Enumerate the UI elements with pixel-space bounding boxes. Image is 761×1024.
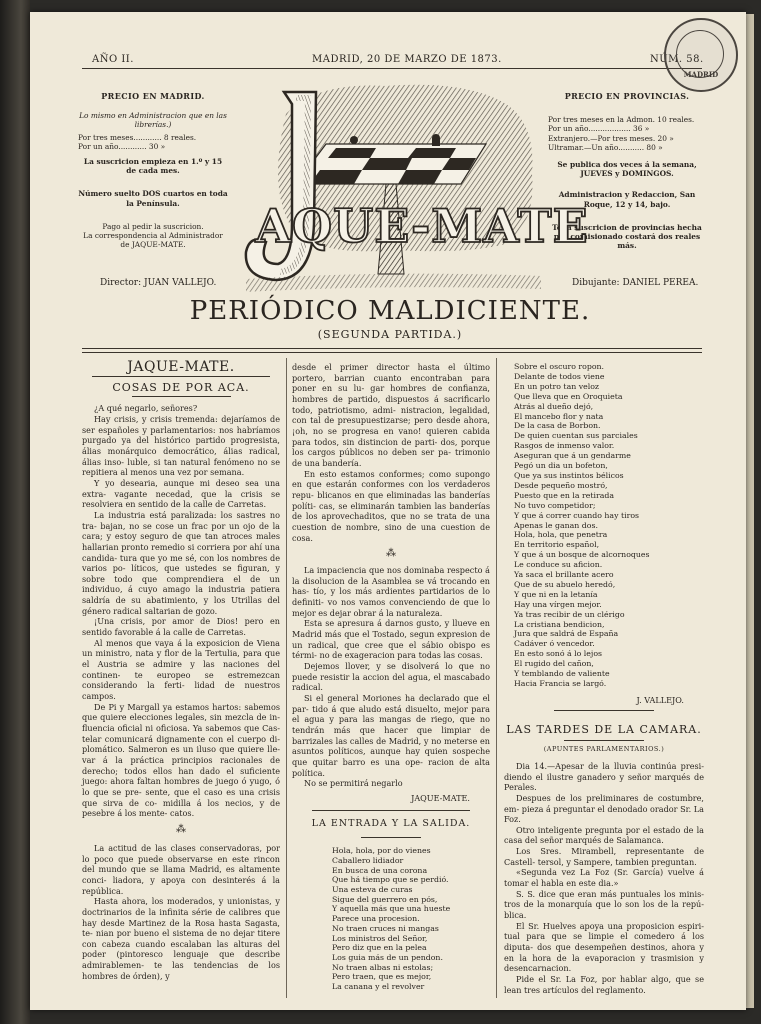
header-rule	[82, 68, 702, 69]
article-title: LAS TARDES DE LA CAMARA.	[506, 722, 702, 736]
poem-line: No traen cruces ni mangas	[332, 923, 439, 933]
poem-line: La cristiana bendicion,	[514, 619, 605, 629]
article-paragraph: Otro inteligente pregunta por el estado de la casa del señor marqués de Salamanca.	[504, 824, 704, 846]
poem-line: Le conduce su aficion.	[514, 560, 603, 570]
poem-line: Caballero lidiador	[332, 855, 404, 865]
article-paragraph: ¿A qué negarlo, señores?	[94, 403, 198, 414]
provinces-price-row: Extranjero.—Por tres meses. 20 »	[548, 133, 674, 143]
poem-line: Ya tras recibir de un clérigo	[514, 609, 625, 619]
madrid-price-heading: PRECIO EN MADRID.	[101, 91, 205, 101]
poem-line: En territorio español,	[514, 540, 600, 550]
poem-line: Delante de todos viene	[514, 371, 605, 381]
article-paragraph: «Segunda vez La Foz (Sr. García) vuelve á tomar el habla en este dia.»	[504, 867, 704, 889]
poem-line: El mancebo flor y nata	[514, 411, 604, 421]
article-paragraph: ¡Una crisis, por amor de Dios! pero en sentido favorable á la calle de Carretas.	[82, 616, 280, 638]
admin-address: Administracion y Redaccion, San Roque, 12 y 14, bajo.	[558, 190, 696, 209]
article-note: (APUNTES PARLAMENTARIOS.)	[543, 745, 665, 754]
provinces-notice: Toda suscricion de provincias hecha por comisionado costará dos reales más.	[552, 222, 702, 251]
poem-line: Una esteva de curas	[332, 885, 413, 895]
article-paragraph: La industria está paralizada: los sastres no tra- bajan, no se cose un frac por un ojo de la cara; y estoy seguro de que tan atroces males hallarian pronto remedio si corriera por ahí una candida- tura que yo me sé, con los nombres de varios po- líticos, que ustedes se figuran, y sobre todo que comprendiera el de un individuo, á cuyo amago la industria patiera saldría de su abatimiento, y los Utrillas del género radical saltarian de gozo.	[82, 509, 280, 616]
poem-line: Atrás al dueño dejó,	[514, 401, 594, 411]
column-divider	[286, 358, 287, 998]
divider	[554, 710, 654, 711]
poem-line: Y que ni en la letanía	[514, 589, 598, 599]
poem-line: En un potro tan veloz	[514, 381, 600, 391]
article-signature: JAQUE-MATE.	[411, 792, 470, 803]
poem-line: Rasgos de inmenso valor.	[514, 441, 615, 451]
masthead-illustration	[236, 74, 589, 296]
article-paragraph: Pide el Sr. La Foz, por hablar algo, que se lean tres artículos del reglamento.	[504, 974, 704, 995]
poem-line: No traen albas ni estolas;	[332, 962, 434, 972]
article-paragraph: De Pi y Margall ya estamos hartos: sabemos que quiere elecciones legales, sin mezcla de in- fluencia oficial ni oficiosa. Ya sabemos que Cas- telar comunicará dignamente con el cuerpo di- plomático. Salmeron es un iluso que quiere lle- var á la práctica principios racionales de derecho; todos ellos han dado el suficiente juego: ahora faltan hombres de juego ó yugo, ó lo que se pre- sente, que el caso es una crisis que sirva de co- midilla á los necios, y de pesebre á los mente- catos.	[82, 701, 280, 819]
chessboard	[296, 144, 486, 184]
article-paragraph: No se permitirá negarlo	[304, 778, 403, 789]
madrid-price-note: Lo mismo en Administracion que en las librerías.)	[79, 111, 227, 130]
section-dinkus: ⁂	[176, 823, 186, 835]
poem-line: Pero traen, que es mejor,	[332, 972, 432, 982]
poem-line: Los guia más de un pendon.	[332, 952, 443, 962]
single-issue-price: Número suelto DOS cuartos en toda la Península.	[78, 189, 228, 208]
correspondence-note: La correspondencia al Administrador de JAQUE-MATE.	[83, 231, 223, 250]
madrid-price-row: Por tres meses............ 8 reales.	[78, 132, 197, 142]
article-paragraph: Dia 14.—Apesar de la lluvia continúa presi- diendo el ilustre ganadero y señor marqués de Perales.	[504, 760, 704, 793]
issue-year: AÑO II.	[92, 54, 134, 65]
provinces-price-row: Ultramar.—Un año........... 80 »	[548, 142, 663, 152]
publication-frequency: Se publica dos veces á la semana, JUEVES y DOMINGOS.	[557, 160, 697, 179]
subtitle-note: (SEGUNDA PARTIDA.)	[317, 328, 463, 341]
poem-line: Y que á un bosque de alcornoques	[514, 550, 650, 560]
article-paragraph: Hasta ahora, los moderados, y unionistas, y doctrinarios de la infinita série de calibres que hay desde Martinez de la Rosa hasta Sagasta, te- nian por bueno el sistema de no dejar titere con cabeza cuando escalaban las alturas del poder (pintoresco lenguaje que describe admirablemen- te las tendencias de los hombres de órden), y	[82, 896, 280, 981]
poem-line: Que há tiempo que se perdió.	[332, 875, 449, 885]
poem-line: De quien cuentan sus parciales	[514, 431, 638, 441]
poem-line: Y temblando de valiente	[514, 669, 610, 679]
poem-line: Apenas le ganan dos.	[514, 520, 598, 530]
poem-line: Parece una procesion.	[332, 914, 420, 924]
page-edge	[746, 14, 754, 1008]
poem-line: Los ministros del Señor,	[332, 933, 428, 943]
poem-verses	[292, 846, 490, 992]
poem-line: Que ya sus instintos bélicos	[514, 470, 624, 480]
article-paragraph: Hay crisis, y crisis tremenda: dejaríamos de ser españoles y parlamentarios: nos habríamos purgado ya del histórico partido progresista, álias monárquico democrático, álias radical, álias inso- luble, si tan natural fenómeno no se repitiera al menos una vez por semana.	[82, 413, 280, 478]
poem-line: Pero diz que en la pelea	[332, 943, 427, 953]
poem-line: La canana y el revolver	[332, 982, 425, 992]
provinces-price-heading: PRECIO EN PROVINCIAS.	[564, 91, 690, 101]
poem-line: Jura que saldrá de España	[514, 629, 619, 639]
poem-line: En busca de una corona	[332, 865, 428, 875]
section-title: JAQUE-MATE.	[127, 359, 235, 375]
poem-line: De la casa de Borbon.	[514, 421, 601, 431]
library-stamp: MADRID	[664, 18, 738, 92]
article-paragraph: Esta se apresura á darnos gusto, y llueve en Madrid más que el Tostado, segun expresion de un radical, que cree que el sábio obispo es térmi- no de exageracion para todas las cosas.	[292, 618, 490, 661]
poem-line: El rugido del cañon,	[514, 659, 594, 669]
issue-date: MADRID, 20 DE MARZO DE 1873.	[312, 54, 502, 65]
poem-line: Aseguran que á un gendarme	[514, 451, 631, 461]
director-credit: Director: JUAN VALLEJO.	[100, 278, 217, 288]
provinces-price-row: Por un año.................. 36 »	[548, 124, 650, 134]
poem-line: Sobre el oscuro ropon.	[514, 362, 605, 371]
chess-piece	[350, 136, 358, 144]
poem-line: Que lleva que en Oroquieta	[514, 391, 623, 401]
poem-line: Hola, hola, que penetra	[514, 530, 608, 540]
masthead-double-rule	[82, 348, 702, 353]
poem-line: Hola, hola, por do vienes	[332, 846, 431, 856]
article-paragraph: Al menos que vaya á la exposicion de Viena un ministro, nata y flor de la Tertulia, para que el Austria se admire y las naciones del continen- te europeo se estremezcan considerando la ferti- lidad de nuestros campos.	[82, 637, 280, 702]
article-paragraph: S. S. dice que eran más puntuales los minis- tros de la monarquía que lo son los de la repú- blica.	[504, 888, 704, 921]
title-lettering: AQUE-MATE	[255, 199, 589, 253]
poem-line: Que de su abuelo heredó,	[514, 579, 616, 589]
poem-verses-continued	[504, 362, 704, 689]
madrid-price-box	[78, 92, 228, 249]
issue-number: NÚM. 58.	[650, 54, 704, 65]
poem-title: LA ENTRADA Y LA SALIDA.	[311, 817, 471, 829]
madrid-price-row: Por un año............ 30 »	[78, 141, 166, 151]
article-paragraph: La impaciencia que nos dominaba respecto á la disolucion de la Asamblea se vá trocando en has- tío, y los más ardientes partidarios de lo definiti- vo nos vamos convenciendo de que lo mejor es dejar obrar á la naturaleza.	[292, 565, 490, 618]
article-paragraph: En esto estamos conformes; como supongo en que estarán conformes con los verdaderos repu- blicanos en que eliminadas las banderías políti- cas, se eliminarán tambien las banderías de los aprovechaditos, que no se trata de una cuestion de nombre, sino de una cuestion de cosa.	[292, 468, 490, 543]
article-paragraph: desde el primer director hasta el último portero, barrian cuanto encontraban para poner en su lu- gar hombres de confianza, hombres de partido, dispuestos á sacrificarlo todo, patriotismo, admi- nistracion, legalidad, con tal de presupuestizarse; pero desde ahora, ¡oh, no se progresa en vano! quieren cabida para todos, sin distincion de parti- dos, porque los cargos públicos no deben ser pa- trimonio de una bandería.	[292, 362, 490, 468]
poem-line: Ya saca el brillante acero	[514, 570, 614, 580]
payment-note: Pago al pedir la suscricion.	[102, 221, 204, 231]
illustrator-credit: Dibujante: DANIEL PEREA.	[572, 278, 699, 288]
article-paragraph: La actitud de las clases conservadoras, por lo poco que puede observarse en este rincon del mundo que se llama Madrid, es altamente conci- liadora, y apoya con desinterés á la república.	[82, 842, 280, 896]
poem-signature: J. VALLEJO.	[636, 694, 684, 705]
column-three	[504, 362, 704, 995]
poem-line: Y que á correr cuando hay tiros	[514, 510, 640, 520]
poem-line: Hay una vírgen mejor.	[514, 599, 602, 609]
column-two	[292, 362, 490, 992]
article-paragraph: Y yo desearia, aunque mi deseo sea una extra- vagante necedad, que la crisis se resolviera en sentido de la calle de Carretas.	[82, 477, 280, 510]
poem-line: Desde pequeño mostró,	[514, 480, 608, 490]
column-one	[82, 360, 280, 981]
column-divider	[496, 358, 497, 998]
newspaper-page	[30, 12, 746, 1010]
poem-line: Y aquella más que una hueste	[332, 904, 451, 914]
poem-line: Cadáver ó vencedor.	[514, 639, 595, 649]
section-dinkus: ⁂	[386, 548, 396, 560]
poem-line: Puesto que en la retirada	[514, 490, 615, 500]
chess-piece	[432, 138, 440, 146]
newspaper-subtitle: PERIÓDICO MALDICIENTE.	[189, 296, 591, 326]
poem-line: No tuvo competidor;	[514, 500, 596, 510]
poem-line: En esto sonó á lo lejos	[514, 649, 603, 659]
article-paragraph: Despues de los preliminares de costumbre, em- pieza á preguntar el denodado orador Sr. La Foz.	[504, 792, 704, 825]
poem-line: Sigue del guerrero en pós,	[332, 894, 438, 904]
poem-line: Pegó un dia un bofeton,	[514, 461, 608, 471]
provinces-price-row: Por tres meses en la Admon. 10 reales.	[548, 115, 695, 125]
article-title: COSAS DE POR ACA.	[112, 380, 250, 394]
subscription-start: La suscricion empieza en 1.º y 15 de cada mes.	[83, 157, 223, 176]
article-paragraph: El Sr. Huelves apoya una proposicion espiri- tual para que se limpie el comedero á los diputa- dos que desempeñen destinos, ahora y en la hora de la evaporacion y trasmision y desencarnacion.	[504, 920, 704, 974]
article-paragraph: Si el general Moriones ha declarado que el par- tido á que aludo está disuelto, mejor para el agua y para las mangas de riego, que no tendrán más que hacer que limpiar de barrizales las calles de Madrid, y no meterse en asuntos políticos, aunque hay quien sospeche que quitar barro es una ope- racion de alta política.	[292, 693, 490, 778]
poem-line: Hacia Francia se largó.	[514, 679, 607, 688]
article-paragraph: Dejemos llover, y se disolverá lo que no puede resistir la accion del agua, el mascabado radical.	[292, 661, 490, 693]
book-spine	[0, 0, 30, 1024]
article-paragraph: Los Sres. Mirambell, representante de Castell- tersol, y Sampere, tambien preguntan.	[504, 846, 704, 867]
